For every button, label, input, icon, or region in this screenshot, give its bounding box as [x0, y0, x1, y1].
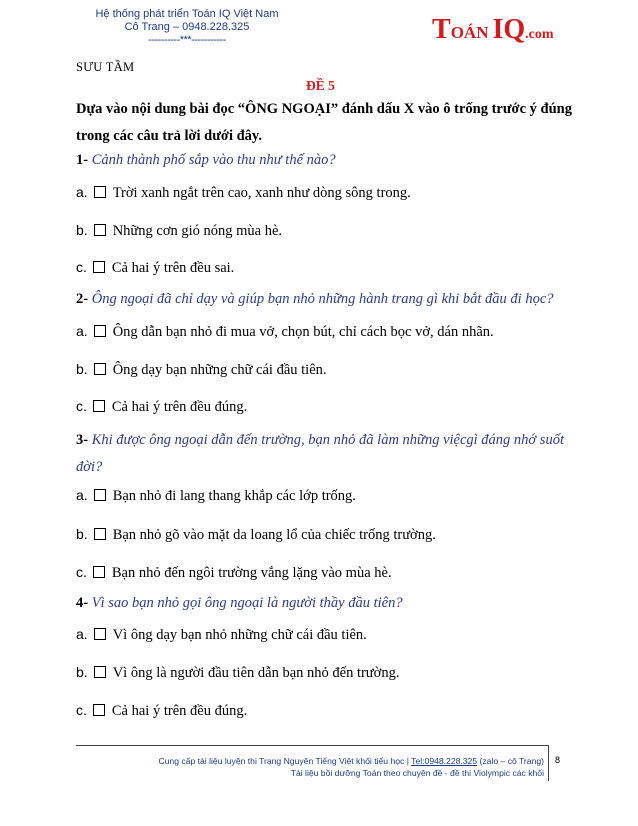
option-text: Trời xanh ngắt trên cao, xanh như dòng sông trong.	[112, 185, 411, 201]
question-text: Vì sao bạn nhỏ gọi ông ngoại là người thầy đầu tiên?	[91, 595, 403, 611]
option-1b	[76, 222, 282, 240]
question-number: 1-	[76, 152, 89, 168]
answer-checkbox[interactable]	[94, 186, 106, 198]
option-label: c.	[76, 398, 87, 414]
option-label: a.	[76, 626, 88, 642]
instructions: Dựa vào nội dung bài đọc “ÔNG NGOẠI” đánh dấu X vào ô trống trước ý đúng trong các câu trả lời dưới đây.	[76, 101, 572, 144]
header-org	[82, 8, 292, 47]
header-separator: ----------***-----------	[148, 34, 226, 46]
header-contact: Cô Trang – 0948.228.325	[124, 21, 250, 33]
footer-line-2: Tài liệu bồi dưỡng Toán theo chuyên đề - đề thi Violympic các khối	[290, 768, 544, 778]
option-label: b.	[76, 664, 88, 680]
footer-text	[112, 755, 544, 779]
option-label: a.	[76, 487, 88, 503]
option-label: b.	[76, 526, 88, 542]
option-text: Vì ông là người đầu tiên dẫn bạn nhỏ đến trường.	[112, 665, 400, 681]
answer-checkbox[interactable]	[94, 628, 106, 640]
answer-checkbox[interactable]	[94, 325, 106, 337]
header-org-name: Hệ thống phát triển Toán IQ Việt Nam	[95, 8, 279, 20]
option-2b	[76, 361, 327, 379]
question-number: 2-	[76, 291, 89, 307]
option-label: c.	[76, 564, 87, 580]
answer-checkbox[interactable]	[93, 704, 105, 716]
option-text: Cả hai ý trên đều đúng.	[111, 399, 248, 415]
exam-title: ĐỀ 5	[306, 78, 335, 93]
option-3b	[76, 526, 436, 544]
option-label: b.	[76, 222, 88, 238]
answer-checkbox[interactable]	[94, 489, 106, 501]
answer-checkbox[interactable]	[94, 224, 106, 236]
option-text: Cả hai ý trên đều đúng.	[111, 703, 248, 719]
option-text: Bạn nhỏ gõ vào mặt da loang lổ của chiếc trống trường.	[112, 527, 436, 543]
logo-iq: IQ	[492, 14, 526, 45]
page-number: 8	[555, 755, 561, 765]
option-text: Ông dẫn bạn nhỏ đi mua vở, chọn bút, chỉ cách bọc vở, dán nhãn.	[112, 324, 494, 340]
answer-checkbox[interactable]	[94, 528, 106, 540]
option-label: a.	[76, 323, 88, 339]
footer-page-divider	[548, 745, 549, 781]
option-2a	[76, 323, 494, 341]
footer-line-1-suffix: (zalo – cô Trang)	[477, 756, 544, 766]
option-label: c.	[76, 702, 87, 718]
option-label: b.	[76, 361, 88, 377]
option-2c	[76, 398, 247, 416]
option-text: Những cơn gió nóng mùa hè.	[112, 223, 283, 239]
answer-checkbox[interactable]	[93, 400, 105, 412]
question-1	[76, 147, 576, 174]
option-label: c.	[76, 259, 87, 275]
option-label: a.	[76, 184, 88, 200]
logo-domain: .com	[525, 27, 554, 42]
toaniq-logo	[432, 14, 554, 46]
answer-checkbox[interactable]	[94, 666, 106, 678]
footer-line-1	[112, 755, 544, 767]
footer-divider	[76, 745, 548, 746]
question-text: Ông ngoại đã chỉ dạy và giúp bạn nhỏ những hành trang gì khi bắt đầu đi học?	[91, 291, 554, 307]
logo-oan: OÁN	[450, 23, 489, 42]
option-3a	[76, 487, 356, 505]
question-text: Khi được ông ngoại dẫn đến trường, bạn nhỏ đã làm những việcgì đáng nhớ suốt đời?	[76, 432, 564, 475]
question-2	[76, 286, 576, 313]
question-3	[76, 427, 576, 481]
question-number: 4-	[76, 595, 89, 611]
option-text: Ông dạy bạn những chữ cái đầu tiên.	[112, 362, 327, 378]
option-3c	[76, 564, 392, 582]
question-4	[76, 590, 576, 617]
answer-checkbox[interactable]	[93, 261, 105, 273]
option-text: Cả hai ý trên đều sai.	[111, 260, 235, 276]
answer-checkbox[interactable]	[93, 566, 105, 578]
option-4b	[76, 664, 399, 682]
option-1a	[76, 184, 411, 202]
footer-line-1-text: Cung cấp tài liệu luyện thi Trạng Nguyên Tiếng Việt khối tiểu học |	[158, 756, 412, 766]
option-1c	[76, 259, 234, 277]
option-4c	[76, 702, 247, 720]
option-4a	[76, 626, 367, 644]
option-text: Bạn nhỏ đi lang thang khắp các lớp trống.	[112, 488, 356, 504]
logo-t: T	[432, 14, 451, 45]
option-text: Bạn nhỏ đến ngôi trường vắng lặng vào mùa hè.	[111, 565, 392, 581]
footer-tel-link[interactable]: Tel:0948.228.325	[411, 756, 478, 766]
answer-checkbox[interactable]	[94, 363, 106, 375]
option-text: Vì ông dạy bạn nhỏ những chữ cái đầu tiên.	[112, 627, 367, 643]
question-number: 3-	[76, 432, 89, 448]
question-text: Cảnh thành phố sắp vào thu như thế nào?	[91, 152, 336, 168]
subtitle: SƯU TẦM	[76, 60, 135, 74]
